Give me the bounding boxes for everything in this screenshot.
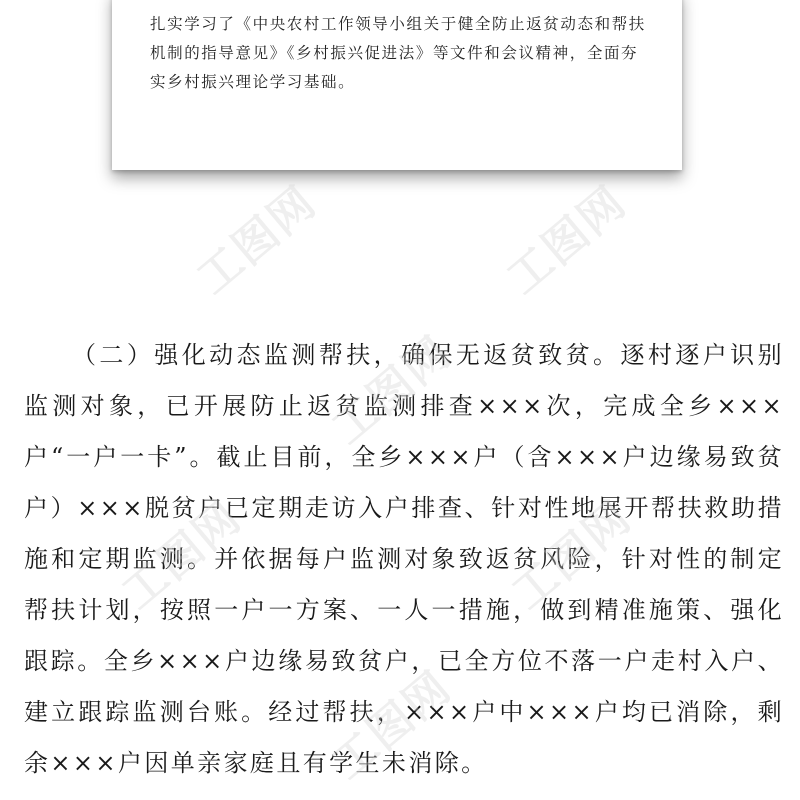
watermark-logo: 工图网 bbox=[322, 326, 462, 455]
card-text: 扎实学习了《中央农村工作领导小组关于健全防止返贫动态和帮扶机制的指导意见》《乡村振兴促进法》等文件和会议精神，全面夯实乡村振兴理论学习基础。 bbox=[150, 15, 646, 91]
body-paragraph: （二）强化动态监测帮扶，确保无返贫致贫。逐村逐户识别监测对象，已开展防止返贫监测排查×××次，完成全乡×××户“一户一卡”。截止目前，全乡×××户（含×××户边缘易致贫户）×××脱贫户已定期走访入户排查、针对性地展开帮扶救助措施和定期监测。并依据每户监测对象致返贫风险，针对性的制定帮扶计划，按照一户一方案、一人一措施，做到精准施策、强化跟踪。全乡×××户边缘易致贫户，已全方位不落一户走村入户、建立跟踪监测台账。经过帮扶，×××户中×××户均已消除，剩余×××户因单亲家庭且有学生未消除。 bbox=[24, 341, 784, 777]
main-text-block bbox=[24, 330, 784, 800]
watermark-logo: 工图网 bbox=[187, 176, 327, 305]
watermark-logo: 工图网 bbox=[112, 491, 252, 620]
watermark-logo: 工图网 bbox=[322, 661, 462, 790]
watermark-logo: 工图网 bbox=[497, 176, 637, 305]
watermark-logo: 工图网 bbox=[502, 491, 642, 620]
quote-card bbox=[112, 0, 682, 170]
